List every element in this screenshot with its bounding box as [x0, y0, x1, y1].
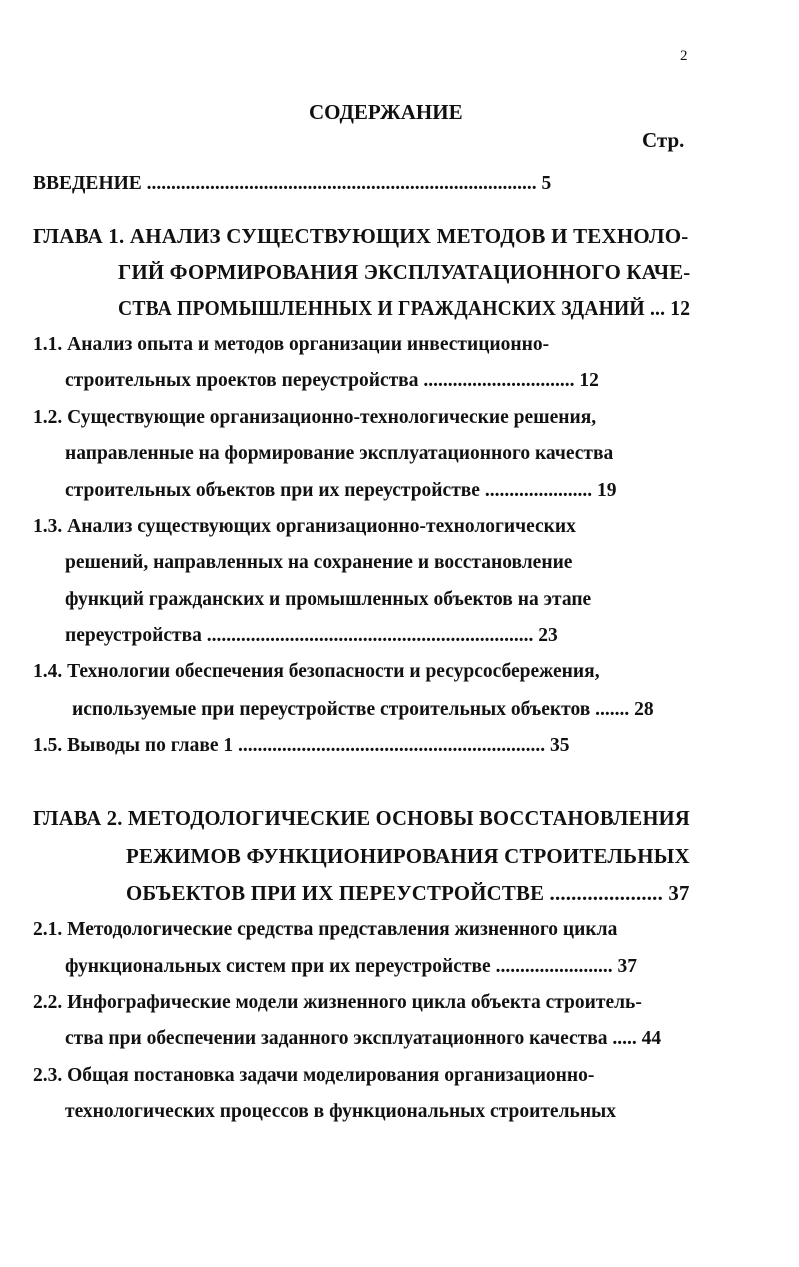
toc-chapter-2-line-3: ОБЪЕКТОВ ПРИ ИХ ПЕРЕУСТРОЙСТВЕ ..................... 37	[126, 881, 690, 905]
toc-entry-2-1-line-1: 2.1. Методологические средства представления жизненного цикла	[33, 919, 618, 940]
toc-chapter-1-line-2: ГИЙ ФОРМИРОВАНИЯ ЭКСПЛУАТАЦИОННОГО КАЧЕ-	[118, 260, 691, 284]
toc-chapter-1-line-3: СТВА ПРОМЫШЛЕННЫХ И ГРАЖДАНСКИХ ЗДАНИЙ ... 12	[118, 296, 691, 320]
page-column-label: Стр.	[642, 128, 685, 152]
toc-entry-1-1-line-1: 1.1. Анализ опыта и методов организации инвестиционно-	[33, 334, 550, 355]
toc-entry-1-3-line-3: функций гражданских и промышленных объектов на этапе	[65, 589, 592, 610]
toc-entry-1-3-line-1: 1.3. Анализ существующих организационно-технологических	[33, 516, 576, 537]
toc-entry-1-4-line-1: 1.4. Технологии обеспечения безопасности и ресурсосбережения,	[33, 661, 600, 682]
toc-chapter-2-line-2: РЕЖИМОВ ФУНКЦИОНИРОВАНИЯ СТРОИТЕЛЬНЫХ	[126, 844, 690, 868]
toc-entry-1-2-line-3: строительных объектов при их переустройстве ...................... 19	[65, 480, 617, 501]
toc-entry-1-3-line-4: переустройства ................................................................... 23	[65, 625, 558, 646]
toc-entry-2-2-line-2: ства при обеспечении заданного эксплуатационного качества ..... 44	[65, 1028, 662, 1049]
page-number: 2	[680, 48, 688, 64]
toc-entry-2-1-line-2: функциональных систем при их переустройстве ........................ 37	[65, 956, 637, 977]
toc-entry-1-2-line-2: направленные на формирование эксплуатационного качества	[65, 443, 614, 464]
toc-entry-2-3-line-1: 2.3. Общая постановка задачи моделирования организационно-	[33, 1065, 595, 1086]
toc-entry-2-2-line-1: 2.2. Инфографические модели жизненного цикла объекта строитель-	[33, 992, 642, 1013]
toc-entry-1-1-line-2: строительных проектов переустройства ............................... 12	[65, 370, 599, 391]
toc-chapter-1-line-1: ГЛАВА 1. АНАЛИЗ СУЩЕСТВУЮЩИХ МЕТОДОВ И ТЕХНОЛО-	[33, 224, 689, 248]
toc-entry-1-4-line-2: используемые при переустройстве строительных объектов ....... 28	[72, 699, 654, 720]
toc-title: СОДЕРЖАНИЕ	[309, 100, 463, 124]
toc-entry-2-3-line-2: технологических процессов в функциональных строительных	[65, 1101, 617, 1122]
toc-entry-1-2-line-1: 1.2. Существующие организационно-технологические решения,	[33, 407, 597, 428]
toc-entry-1-3-line-2: решений, направленных на сохранение и восстановление	[65, 552, 573, 573]
toc-entry-1-5: 1.5. Выводы по главе 1 ............................................................... 35	[33, 735, 570, 756]
toc-chapter-2-line-1: ГЛАВА 2. МЕТОДОЛОГИЧЕСКИЕ ОСНОВЫ ВОССТАНОВЛЕНИЯ	[33, 806, 690, 830]
toc-entry-introduction: ВВЕДЕНИЕ ................................................................................ 5	[33, 173, 552, 194]
